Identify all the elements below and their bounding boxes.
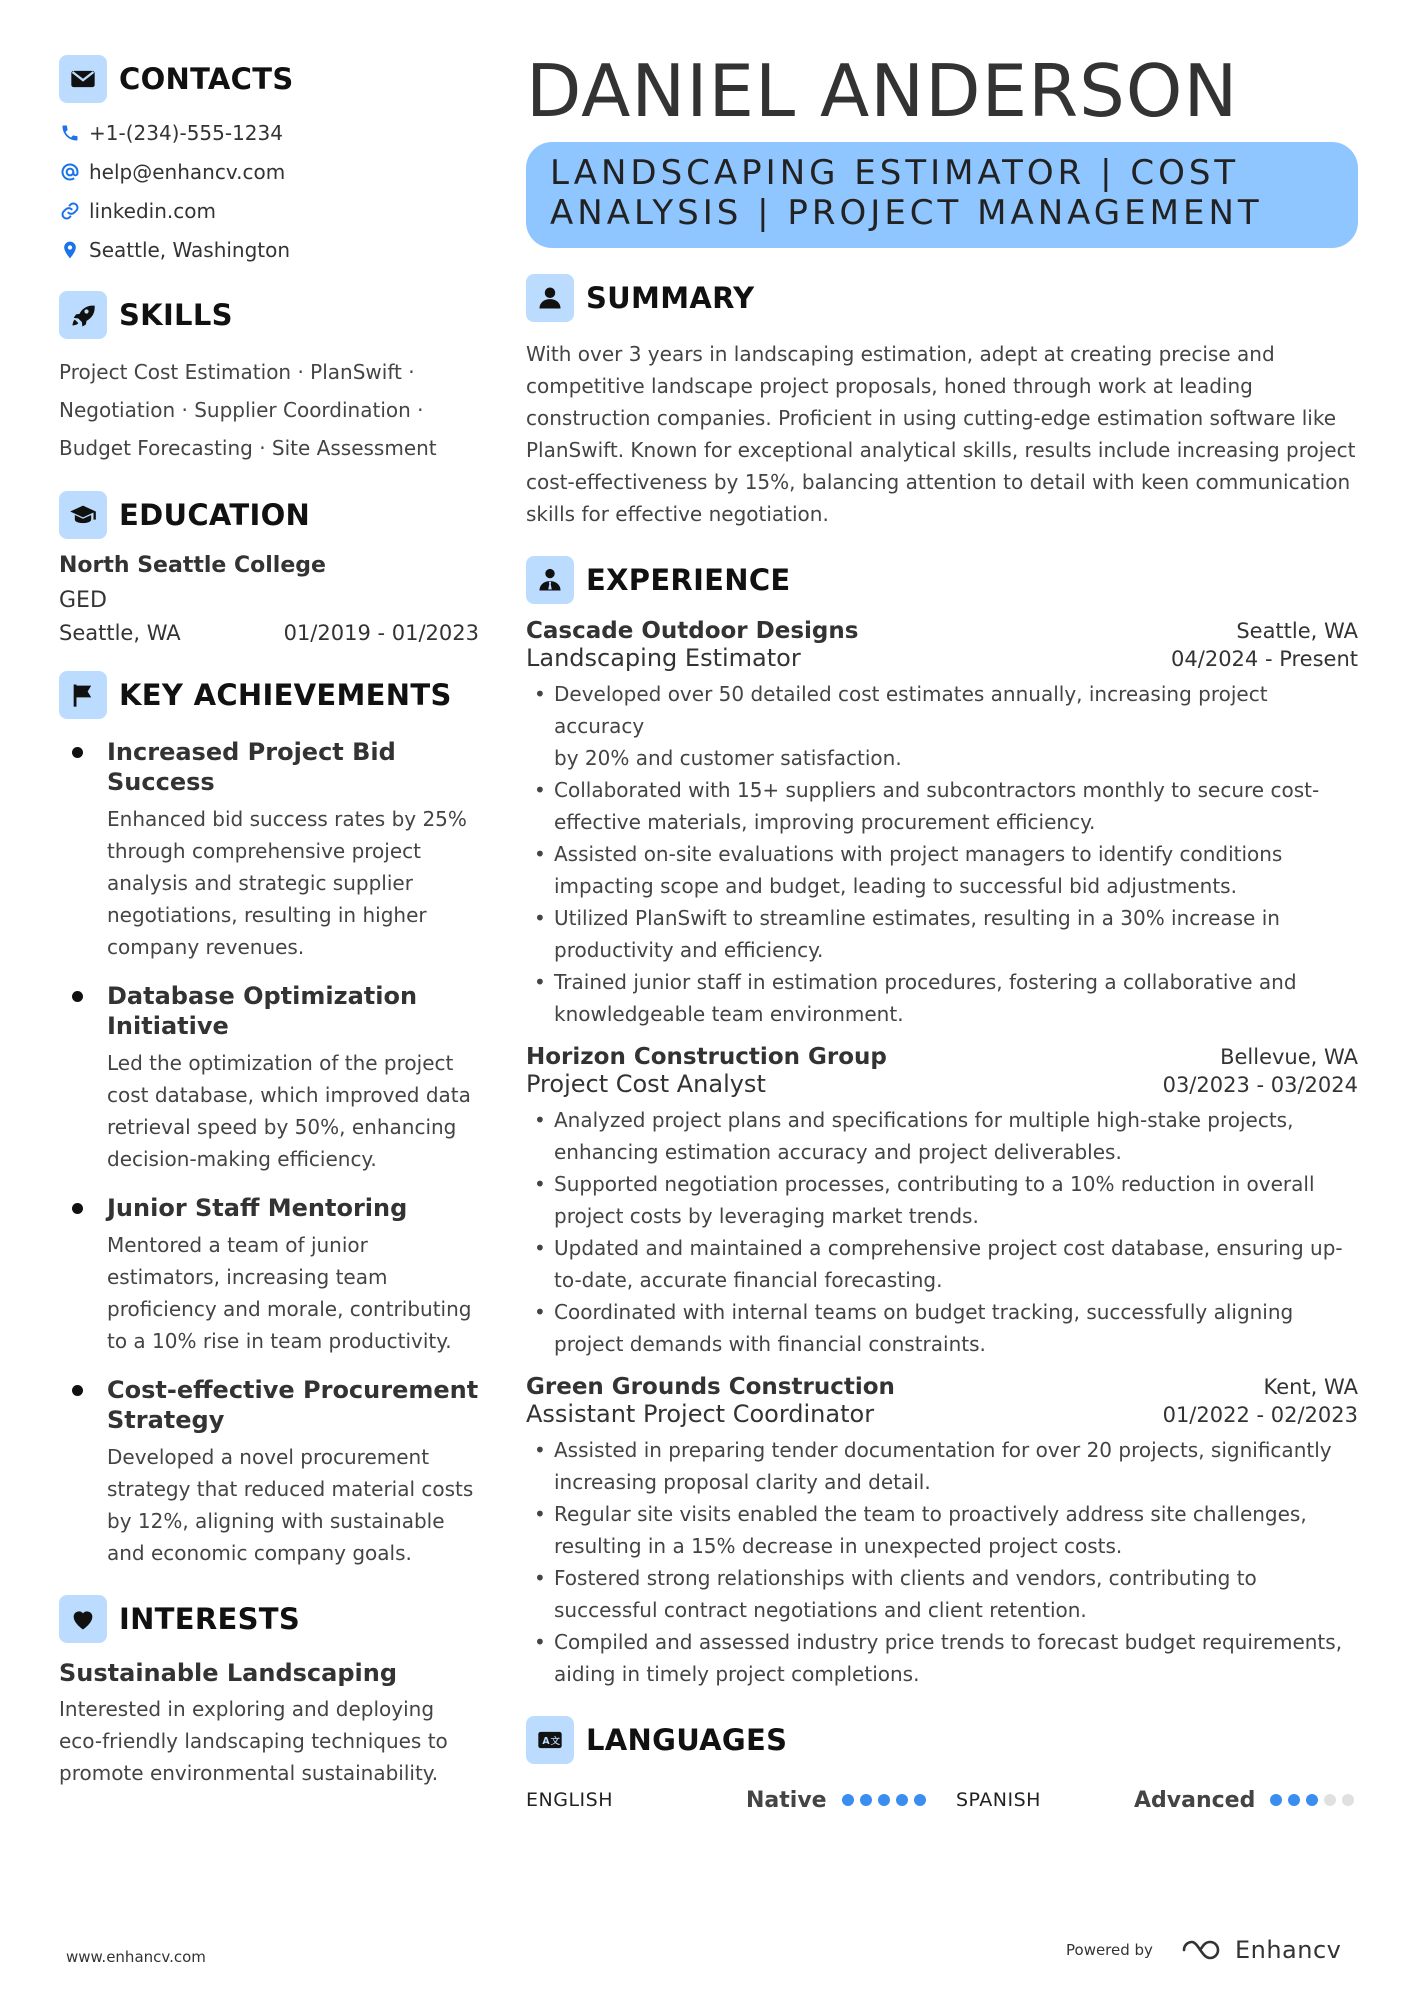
interests-title: INTERESTS <box>119 1602 301 1636</box>
contact-location <box>59 230 479 269</box>
achievements-title: KEY ACHIEVEMENTS <box>119 678 452 712</box>
interest-title: Sustainable Landscaping <box>59 1659 398 1687</box>
job-bullet: • Supported negotiation processes, contributing to a 10% reduction in overall project costs by leveraging market trends. <box>526 1168 1358 1232</box>
flag-icon <box>59 671 107 719</box>
achievement-title-line: Cost-effective Procurement <box>107 1376 479 1404</box>
achievement-title <box>107 1375 479 1435</box>
bullet-dot <box>72 991 83 1002</box>
achievement-title <box>107 981 479 1041</box>
achievement-desc-line: proficiency and morale, contributing <box>107 1297 472 1321</box>
contact-email-text: help@enhancv.com <box>89 159 286 184</box>
enhancv-logo-icon <box>1181 1937 1227 1963</box>
svg-text:A: A <box>542 1736 550 1748</box>
achievement-item <box>59 1193 479 1357</box>
rating-dot-filled <box>896 1794 908 1806</box>
achievement-title-line: Initiative <box>107 1012 229 1040</box>
achievement-title <box>107 1193 479 1223</box>
skills-title: SKILLS <box>119 298 233 332</box>
achievement-title-line: Increased Project Bid <box>107 738 396 766</box>
job-bullet: • Analyzed project plans and specifications for multiple high-stake projects, enhancing estimation accuracy and project deliverables. <box>526 1104 1358 1168</box>
interest-desc-line: eco-friendly landscaping techniques to <box>59 1729 448 1753</box>
language-name: ENGLISH <box>526 1789 613 1811</box>
achievement-desc-line: to a 10% rise in team productivity. <box>107 1329 452 1353</box>
achievement-item <box>59 1375 479 1569</box>
job-company: Horizon Construction Group <box>526 1044 887 1070</box>
job-bullet: • Collaborated with 15+ suppliers and subcontractors monthly to secure cost- effective materials, improving procurement efficiency. <box>526 774 1358 838</box>
envelope-icon <box>59 55 107 103</box>
experience-header <box>526 556 1358 604</box>
headline-banner <box>526 142 1358 248</box>
achievement-desc <box>107 803 479 963</box>
interest-desc-line: promote environmental sustainability. <box>59 1761 439 1785</box>
achievement-desc-line: Developed a novel procurement <box>107 1445 430 1469</box>
achievement-desc-line: by 12%, aligning with sustainable <box>107 1509 445 1533</box>
achievement-item <box>59 981 479 1175</box>
summary-line: skills for effective negotiation. <box>526 502 829 526</box>
heart-icon <box>59 1595 107 1643</box>
job-bullet: • Updated and maintained a comprehensive project cost database, ensuring up- to-date, accurate financial forecasting. <box>526 1232 1358 1296</box>
job-dates: 01/2022 - 02/2023 <box>1162 1403 1358 1427</box>
job-entry <box>526 618 1358 1030</box>
education-dates: 01/2019 - 01/2023 <box>283 621 479 645</box>
headline-line: ANALYSIS | PROJECT MANAGEMENT <box>550 193 1263 233</box>
languages-row <box>526 1786 1358 1814</box>
skills-line: Budget Forecasting · Site Assessment <box>59 436 437 460</box>
achievement-desc-line: Mentored a team of junior <box>107 1233 368 1257</box>
education-section <box>59 491 479 645</box>
language-rating <box>836 1794 956 1806</box>
location-pin-icon <box>59 239 81 261</box>
bullet-dot <box>72 1203 83 1214</box>
job-bullets <box>526 1434 1358 1690</box>
achievement-desc-line: cost database, which improved data <box>107 1083 471 1107</box>
footer-website[interactable]: www.enhancv.com <box>66 1948 206 1966</box>
job-dates: 03/2023 - 03/2024 <box>1162 1073 1358 1097</box>
skills-section <box>59 291 479 467</box>
interest-desc-line: Interested in exploring and deploying <box>59 1697 435 1721</box>
job-role: Project Cost Analyst <box>526 1070 766 1098</box>
languages-section <box>526 1716 1358 1814</box>
achievement-item <box>59 737 479 963</box>
svg-text:文: 文 <box>550 1736 560 1748</box>
achievement-title-line: Database Optimization <box>107 982 418 1010</box>
summary-line: With over 3 years in landscaping estimation, adept at creating precise and <box>526 342 1275 366</box>
achievement-desc-line: estimators, increasing team <box>107 1265 388 1289</box>
achievement-desc <box>107 1047 479 1175</box>
language-level: Native <box>746 1787 827 1813</box>
left-column <box>59 55 479 1789</box>
summary-title: SUMMARY <box>586 281 755 315</box>
rating-dot-empty <box>1342 1794 1354 1806</box>
job-bullet: • Developed over 50 detailed cost estimates annually, increasing project accuracy by 20% and customer satisfaction. <box>526 678 1358 774</box>
language-rating <box>1264 1794 1354 1806</box>
achievement-desc-line: company revenues. <box>107 935 305 959</box>
skills-list <box>59 353 479 467</box>
summary-line: PlanSwift. Known for exceptional analytical skills, results include increasing project <box>526 438 1356 462</box>
graduation-cap-icon <box>59 491 107 539</box>
summary-text <box>526 338 1358 530</box>
skills-line: Project Cost Estimation · PlanSwift · <box>59 360 415 384</box>
achievement-title <box>107 737 479 797</box>
language-name: SPANISH <box>956 1789 1041 1811</box>
job-role-row <box>526 1070 1358 1098</box>
contact-phone[interactable] <box>59 113 479 152</box>
education-degree: GED <box>59 588 107 613</box>
job-bullet: • Assisted in preparing tender documentation for over 20 projects, significantly increasing proposal clarity and detail. <box>526 1434 1358 1498</box>
at-icon <box>59 161 81 183</box>
achievement-title-line: Success <box>107 768 215 796</box>
contact-email[interactable] <box>59 152 479 191</box>
interests-header <box>59 1595 479 1643</box>
achievement-desc-line: strategy that reduced material costs <box>107 1477 474 1501</box>
brand-name: Enhancv <box>1234 1936 1342 1964</box>
contact-location-text: Seattle, Washington <box>89 237 291 262</box>
contact-linkedin-text: linkedin.com <box>89 198 216 223</box>
achievement-desc <box>107 1441 479 1569</box>
education-location: Seattle, WA <box>59 621 181 645</box>
achievement-desc-line: and economic company goals. <box>107 1541 412 1565</box>
achievement-title-line: Strategy <box>107 1406 225 1434</box>
achievement-desc-line: Led the optimization of the project <box>107 1051 454 1075</box>
achievements-header <box>59 671 479 719</box>
person-icon <box>526 274 574 322</box>
languages-title: LANGUAGES <box>586 1723 788 1757</box>
job-header-row <box>526 618 1358 644</box>
rating-dot-filled <box>1288 1794 1300 1806</box>
job-role-row <box>526 1400 1358 1428</box>
briefcase-person-icon <box>526 556 574 604</box>
bullet-dot <box>72 747 83 758</box>
job-entry <box>526 1044 1358 1360</box>
brand-logo[interactable] <box>1181 1936 1341 1964</box>
contact-linkedin[interactable] <box>59 191 479 230</box>
achievement-title-line: Junior Staff Mentoring <box>107 1194 408 1222</box>
job-role: Landscaping Estimator <box>526 644 801 672</box>
contacts-section <box>59 55 479 269</box>
job-bullet: • Coordinated with internal teams on budget tracking, successfully aligning project demands with financial constraints. <box>526 1296 1358 1360</box>
job-bullet: • Fostered strong relationships with clients and vendors, contributing to successful contract negotiations and client retention. <box>526 1562 1358 1626</box>
experience-title: EXPERIENCE <box>586 563 791 597</box>
job-role: Assistant Project Coordinator <box>526 1400 875 1428</box>
job-location: Seattle, WA <box>1236 619 1358 643</box>
achievements-section <box>59 671 479 1569</box>
achievement-desc-line: negotiations, resulting in higher <box>107 903 427 927</box>
contact-phone-text: +1-(234)-555-1234 <box>89 120 283 145</box>
job-bullet: • Utilized PlanSwift to streamline estimates, resulting in a 30% increase in productivity and efficiency. <box>526 902 1358 966</box>
job-bullet: • Assisted on-site evaluations with project managers to identify conditions impacting scope and budget, leading to successful bid adjustments. <box>526 838 1358 902</box>
achievement-desc-line: analysis and strategic supplier <box>107 871 413 895</box>
translate-icon <box>526 1716 574 1764</box>
job-entry <box>526 1374 1358 1690</box>
summary-line: competitive landscape project proposals, honed through work at leading <box>526 374 1253 398</box>
interests-section <box>59 1595 479 1789</box>
contacts-header <box>59 55 479 103</box>
summary-section <box>526 274 1358 530</box>
rating-dot-filled <box>860 1794 872 1806</box>
rating-dot-filled <box>878 1794 890 1806</box>
skills-line: Negotiation · Supplier Coordination · <box>59 398 424 422</box>
education-title: EDUCATION <box>119 498 311 532</box>
footer-branding <box>1066 1936 1341 1964</box>
job-company: Green Grounds Construction <box>526 1374 895 1400</box>
experience-section <box>526 556 1358 1690</box>
headline-line: LANDSCAPING ESTIMATOR | COST <box>550 153 1240 193</box>
job-bullets <box>526 678 1358 1030</box>
powered-by-text: Powered by <box>1066 1941 1153 1959</box>
link-icon <box>59 200 81 222</box>
rating-dot-filled <box>1270 1794 1282 1806</box>
contacts-title: CONTACTS <box>119 62 294 96</box>
rating-dot-filled <box>914 1794 926 1806</box>
achievement-desc-line: retrieval speed by 50%, enhancing <box>107 1115 457 1139</box>
candidate-name: DANIEL ANDERSON <box>526 49 1239 133</box>
job-bullet: • Regular site visits enabled the team to proactively address site challenges, resulting in a 15% decrease in unexpected project costs. <box>526 1498 1358 1562</box>
job-dates: 04/2024 - Present <box>1171 647 1358 671</box>
education-meta <box>59 621 479 645</box>
contacts-list <box>59 113 479 269</box>
rating-dot-filled <box>842 1794 854 1806</box>
job-role-row <box>526 644 1358 672</box>
summary-line: construction companies. Proficient in using cutting-edge estimation software like <box>526 406 1337 430</box>
summary-line: cost-effectiveness by 15%, balancing attention to detail with keen communication <box>526 470 1351 494</box>
achievement-desc <box>107 1229 479 1357</box>
rating-dot-empty <box>1324 1794 1336 1806</box>
summary-header <box>526 274 1358 322</box>
job-company: Cascade Outdoor Designs <box>526 618 859 644</box>
rating-dot-filled <box>1306 1794 1318 1806</box>
education-school: North Seattle College <box>59 553 326 578</box>
interest-desc <box>59 1693 479 1789</box>
job-bullets <box>526 1104 1358 1360</box>
right-column <box>526 48 1358 1814</box>
rocket-icon <box>59 291 107 339</box>
skills-header <box>59 291 479 339</box>
achievement-desc-line: through comprehensive project <box>107 839 421 863</box>
language-level: Advanced <box>1134 1787 1256 1813</box>
job-location: Bellevue, WA <box>1220 1045 1358 1069</box>
languages-header <box>526 1716 1358 1764</box>
phone-icon <box>59 122 81 144</box>
achievement-desc-line: decision-making efficiency. <box>107 1147 377 1171</box>
job-location: Kent, WA <box>1263 1375 1358 1399</box>
bullet-dot <box>72 1385 83 1396</box>
job-header-row <box>526 1374 1358 1400</box>
job-bullet: • Trained junior staff in estimation procedures, fostering a collaborative and knowledgeable team environment. <box>526 966 1358 1030</box>
education-header <box>59 491 479 539</box>
job-header-row <box>526 1044 1358 1070</box>
job-bullet: • Compiled and assessed industry price trends to forecast budget requirements, aiding in timely project completions. <box>526 1626 1358 1690</box>
achievement-desc-line: Enhanced bid success rates by 25% <box>107 807 467 831</box>
